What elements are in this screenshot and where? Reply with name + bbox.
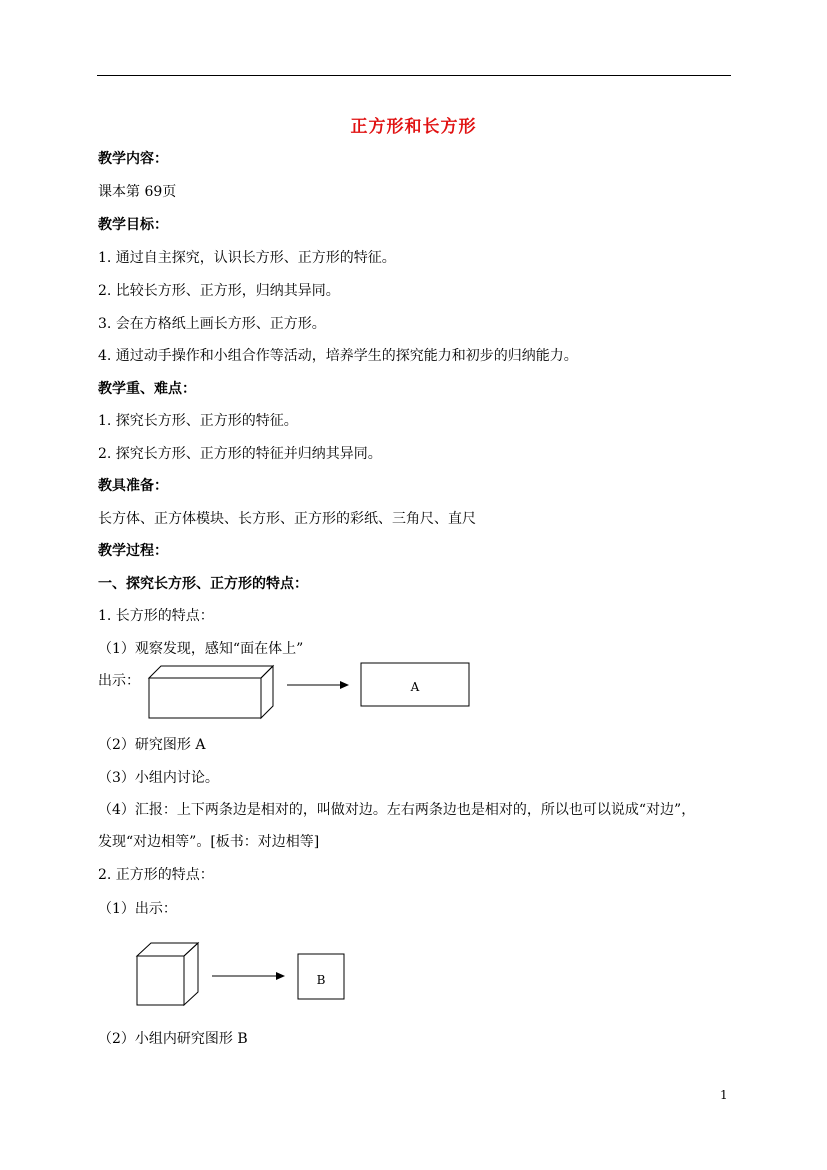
header-rule <box>97 75 731 76</box>
cube-side-face <box>184 943 198 1005</box>
figure-cube-to-square <box>130 935 360 1015</box>
step-report-line-1: （4）汇报：上下两条边是相对的，叫做对边。左右两条边也是相对的，所以也可以说成“对边”， <box>98 802 696 818</box>
square-b-label: B <box>316 973 326 987</box>
rectangle-a-label: A <box>410 680 420 694</box>
heading-teaching-process: 教学过程： <box>98 543 168 559</box>
step-group-discussion: （3）小组内讨论。 <box>98 770 219 786</box>
cube-top-face <box>137 943 198 956</box>
arrow-a-head <box>340 681 349 689</box>
heading-teaching-aids: 教具准备： <box>98 478 168 494</box>
cuboid-front-face <box>149 678 261 718</box>
step-study-figure-b: （2）小组内研究图形 B <box>98 1031 248 1047</box>
label-show-1: 出示： <box>98 673 140 689</box>
subsection-rectangle: 1. 长方形的特点： <box>98 608 214 624</box>
step-study-figure-a: （2）研究图形 A <box>98 737 206 753</box>
cuboid-side-face <box>261 666 273 718</box>
cube-front-face <box>137 956 184 1005</box>
key-point-2: 2. 探究长方形、正方形的特征并归纳其异同。 <box>98 446 382 462</box>
goal-item-4: 4. 通过动手操作和小组合作等活动，培养学生的探究能力和初步的归纳能力。 <box>98 348 578 364</box>
text-teaching-aids: 长方体、正方体模块、长方形、正方形的彩纸、三角尺、直尺 <box>98 511 476 527</box>
page-number: 1 <box>720 1088 728 1102</box>
label-show-2: （1）出示： <box>98 901 177 917</box>
key-point-1: 1. 探究长方形、正方形的特征。 <box>98 413 298 429</box>
goal-item-1: 1. 通过自主探究，认识长方形、正方形的特征。 <box>98 250 396 266</box>
document-title: 正方形和长方形 <box>350 117 477 137</box>
step-report-line-2: 发现“对边相等”。[板书：对边相等] <box>98 834 320 850</box>
figure-cuboid-to-rectangle <box>140 655 480 725</box>
heading-key-points: 教学重、难点： <box>98 381 196 397</box>
cuboid-top-face <box>149 666 273 678</box>
text-textbook-page: 课本第 69页 <box>98 184 177 200</box>
heading-teaching-goals: 教学目标： <box>98 217 168 233</box>
heading-teaching-content: 教学内容： <box>98 151 168 167</box>
goal-item-2: 2. 比较长方形、正方形，归纳其异同。 <box>98 283 340 299</box>
arrow-b-head <box>276 972 285 980</box>
goal-item-3: 3. 会在方格纸上画长方形、正方形。 <box>98 316 326 332</box>
step-observe: （1）观察发现，感知“面在体上” <box>98 641 304 657</box>
subsection-square: 2. 正方形的特点： <box>98 867 214 883</box>
section-heading-1: 一、探究长方形、正方形的特点： <box>98 576 308 592</box>
